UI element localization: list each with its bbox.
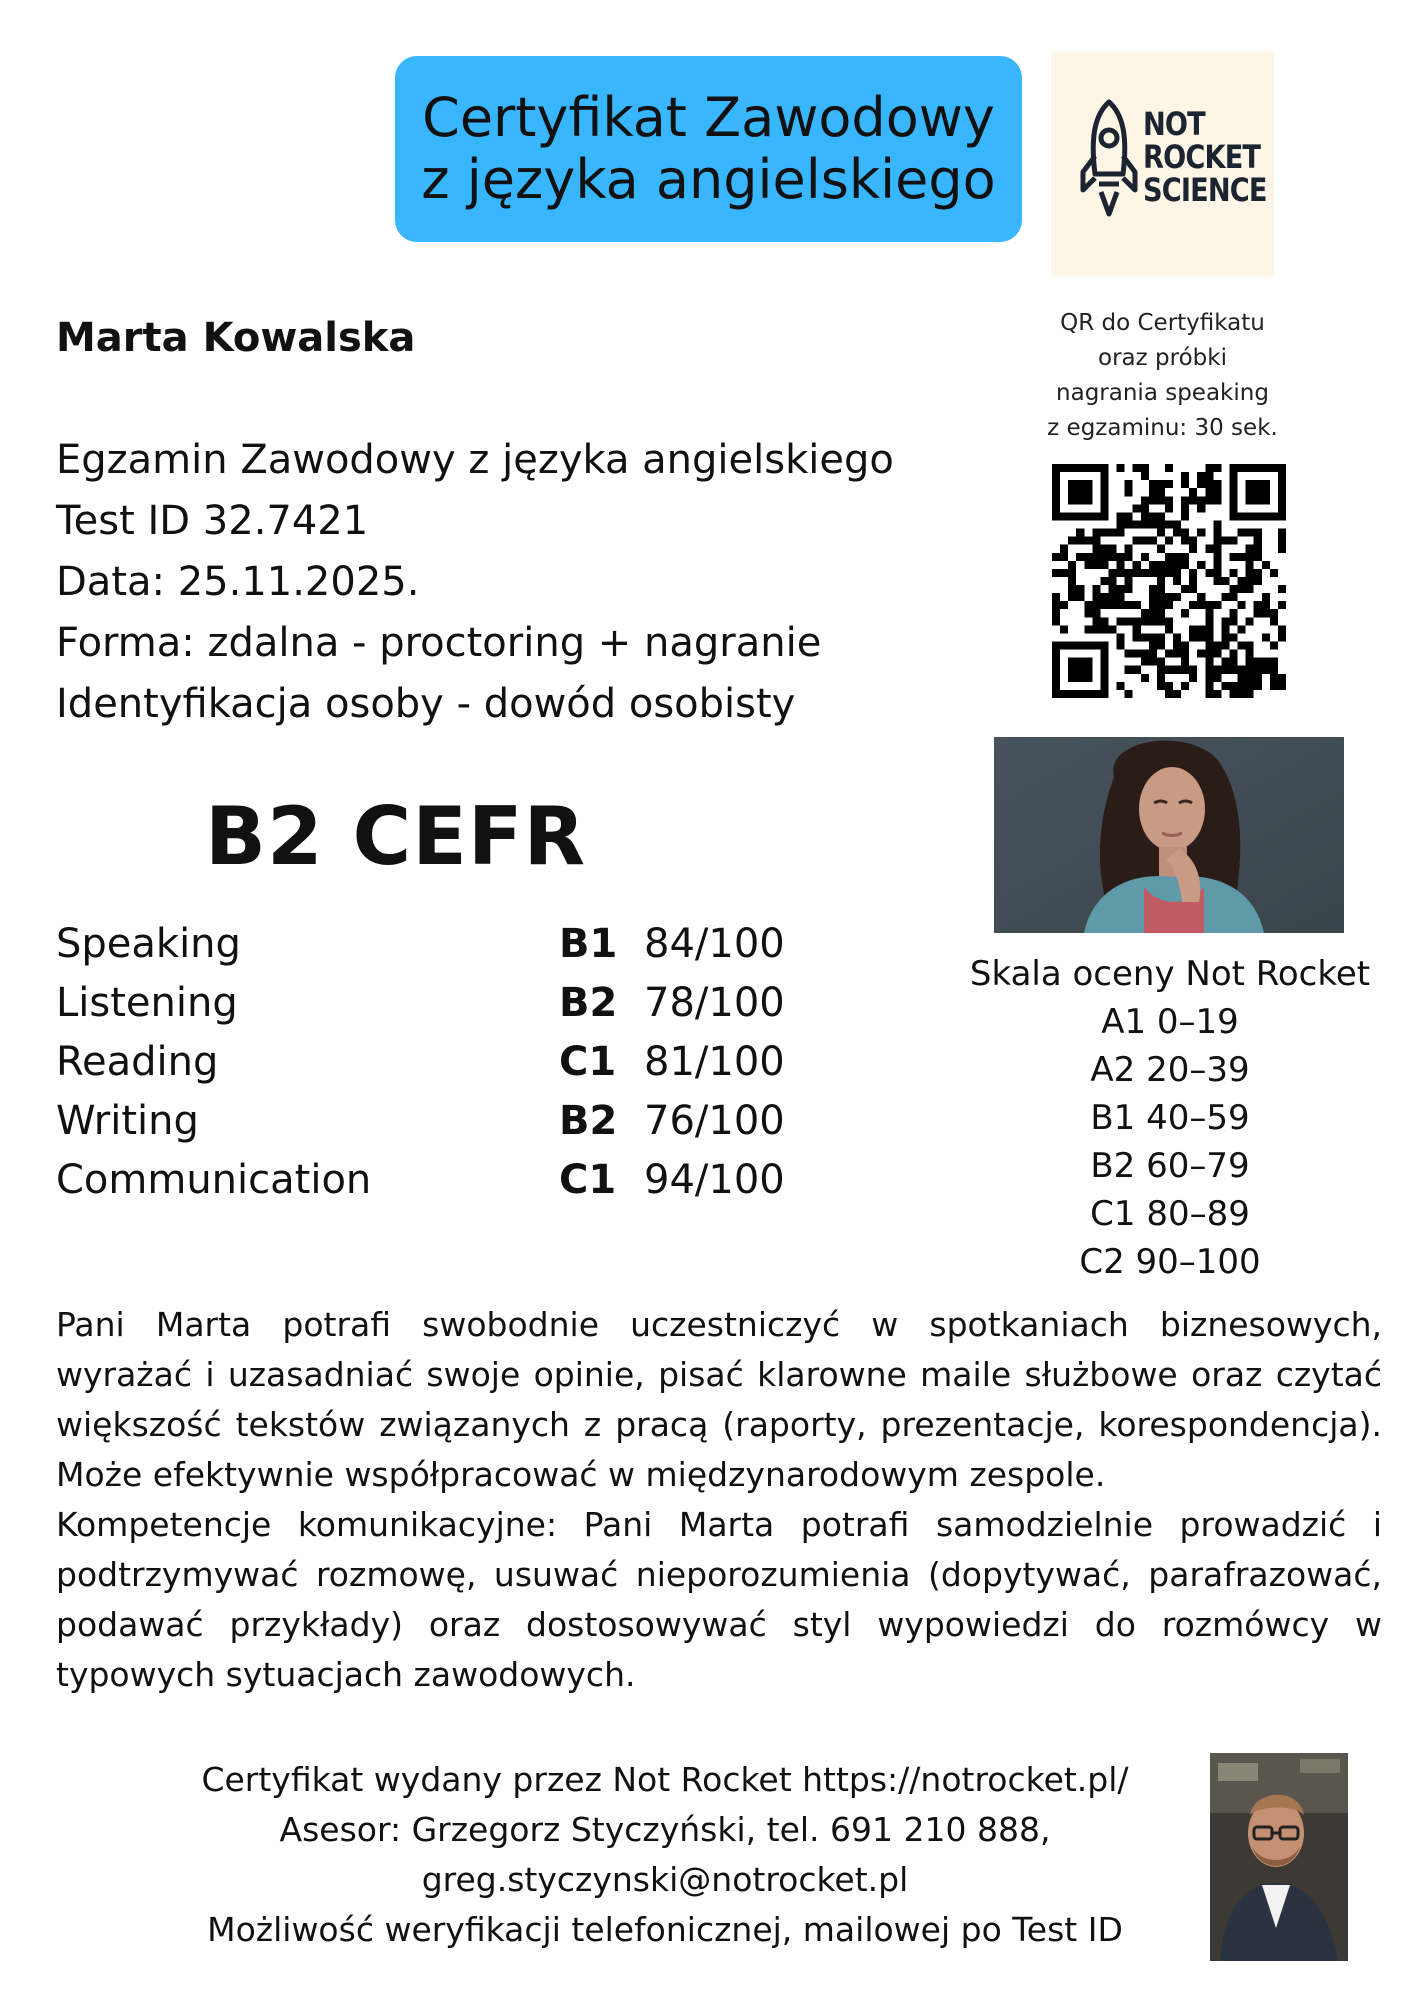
scale-row: C1 80–89: [1090, 1194, 1250, 1234]
identity-verification: Identyfikacja osoby - dowód osobisty: [56, 681, 796, 727]
not-rocket-science-logo: [1051, 52, 1274, 276]
scale-row: A1 0–19: [1101, 1002, 1239, 1042]
scale-row: A2 20–39: [1090, 1050, 1250, 1090]
verification-line: Możliwość weryfikacji telefonicznej, mailowej po Test ID: [207, 1910, 1123, 1949]
skill-row: [56, 1151, 856, 1210]
assessor-line: Asesor: Grzegorz Styczyński, tel. 691 210 888,: [279, 1810, 1051, 1849]
skill-level: B1: [559, 921, 618, 967]
skill-row: [56, 1092, 856, 1151]
qr-caption: QR do Certyfikatu oraz próbki nagrania speaking z egzaminu: 30 sek.: [1047, 310, 1278, 441]
skill-score: 84/100: [644, 921, 785, 967]
skill-level: C1: [559, 1039, 617, 1085]
description-paragraph: Kompetencje komunikacyjne: Pani Marta potrafi samodzielnie prowadzić i podtrzymywać rozmowę, usuwać nieporozumienia (dopytywać, parafrazować, podawać przykłady) oraz dostosowywać styl wypowiedzi do rozmówcy w typowych sytuacjach zawodowych.: [56, 1505, 1382, 1694]
skill-score: 94/100: [644, 1157, 785, 1203]
assessor-email[interactable]: greg.styczynski@notrocket.pl: [421, 1860, 909, 1899]
logo-wordmark: NOT ROCKET SCIENCE: [1143, 105, 1267, 209]
exam-date: Data: 25.11.2025.: [56, 559, 420, 605]
exam-info: [56, 430, 894, 735]
skill-row: [56, 1033, 856, 1092]
skill-level: C1: [559, 1157, 617, 1203]
grading-scale: [960, 950, 1380, 1286]
skill-level: B2: [559, 980, 618, 1026]
exam-form: Forma: zdalna - proctoring + nagranie: [56, 620, 822, 666]
certificate-title-box: [395, 56, 1022, 242]
competence-description: [56, 1300, 1382, 1700]
issuer-footer: [140, 1755, 1190, 1955]
grading-scale-title: Skala oceny Not Rocket: [969, 954, 1371, 994]
scale-row: B1 40–59: [1090, 1098, 1250, 1138]
test-id: Test ID 32.7421: [56, 498, 369, 544]
scale-row: C2 90–100: [1079, 1242, 1261, 1282]
title-line-1: Certyfikat Zawodowy: [422, 86, 995, 149]
title-line-2: z języka angielskiego: [421, 148, 996, 211]
candidate-name: Marta Kowalska: [56, 315, 416, 361]
skill-name: Communication: [56, 1157, 372, 1203]
skill-name: Listening: [56, 980, 238, 1026]
description-paragraph: Pani Marta potrafi swobodnie uczestniczyć w spotkaniach biznesowych, wyrażać i uzasadniać swoje opinie, pisać klarowne maile służbowe oraz czytać większość tekstów związanych z pracą (raporty, prezentacje, korespondencja). Może efektywnie współpracować w międzynarodowym zespole.: [56, 1305, 1382, 1494]
issuer-line: Certyfikat wydany przez Not Rocket https://notrocket.pl/: [201, 1760, 1129, 1799]
candidate-photo: [994, 737, 1344, 933]
skill-score: 81/100: [644, 1039, 785, 1085]
skill-score: 78/100: [644, 980, 785, 1026]
skill-name: Reading: [56, 1039, 219, 1085]
skill-score: 76/100: [644, 1098, 785, 1144]
skill-row: [56, 915, 856, 974]
skills-table: [56, 915, 856, 1210]
skill-row: [56, 974, 856, 1033]
scale-row: B2 60–79: [1090, 1146, 1250, 1186]
skill-name: Writing: [56, 1098, 199, 1144]
qr-code[interactable]: [1052, 464, 1286, 698]
rocket-icon: [1079, 98, 1139, 222]
overall-level: B2 CEFR: [205, 790, 587, 883]
exam-title: Egzamin Zawodowy z języka angielskiego: [56, 437, 894, 483]
skill-name: Speaking: [56, 921, 241, 967]
skill-level: B2: [559, 1098, 618, 1144]
assessor-photo: [1210, 1753, 1348, 1961]
